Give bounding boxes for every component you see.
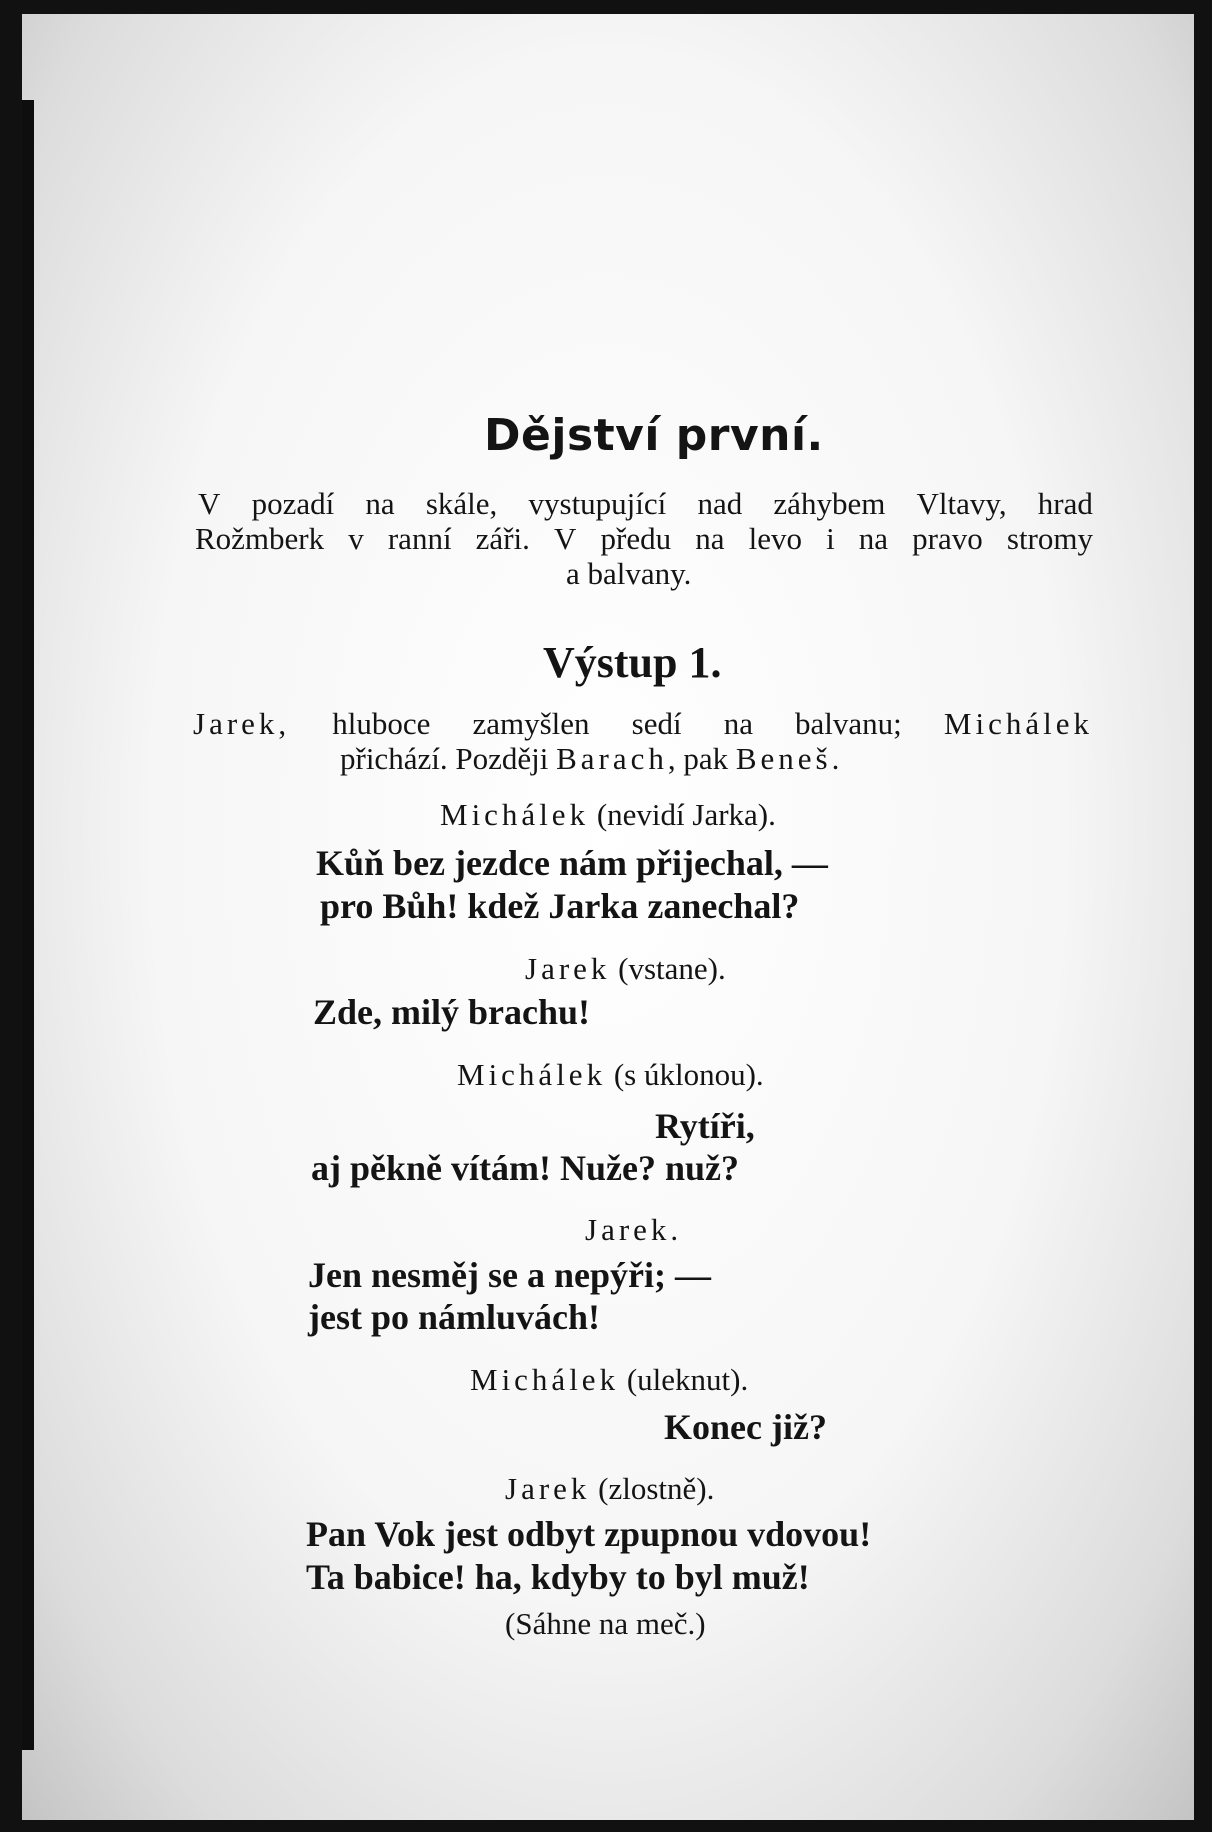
word: nad xyxy=(697,486,743,521)
word: v xyxy=(348,521,364,556)
speaker-name: Jarek xyxy=(505,1471,591,1506)
speaker-label xyxy=(585,1212,678,1248)
speaker-label xyxy=(440,797,776,833)
scene-direction-line-2 xyxy=(340,741,839,777)
verse-line: pro Bůh! kdež Jarka zanechal? xyxy=(320,886,800,926)
word: i xyxy=(826,521,835,556)
verse-line: Jen nesměj se a nepýři; — xyxy=(308,1255,711,1295)
character-name: Beneš xyxy=(735,741,832,776)
direction-text: , pak xyxy=(667,741,736,776)
word: V xyxy=(198,486,221,521)
verse-line: Rytíři, xyxy=(655,1106,755,1146)
direction-text: . xyxy=(831,741,840,776)
character-name: Michálek xyxy=(943,706,1093,741)
word: na xyxy=(723,706,753,741)
verse-line: jest po námluvách! xyxy=(308,1297,601,1337)
speaker-name: Jarek xyxy=(525,951,611,986)
direction-text: přichází. Později xyxy=(340,741,557,776)
act-title: Dějství první. xyxy=(484,410,824,461)
scene-title: Výstup 1. xyxy=(543,638,722,687)
word: na xyxy=(858,521,889,556)
verse-line: Ta babice! ha, kdyby to byl muž! xyxy=(306,1557,810,1597)
speaker-label xyxy=(457,1057,764,1093)
verse-line: Zde, milý brachu! xyxy=(313,992,591,1032)
word: záři. xyxy=(475,521,530,556)
speaker-name: Michálek xyxy=(457,1057,607,1092)
stage-direction: (Sáhne na meč.) xyxy=(505,1606,706,1641)
word: zamyšlen xyxy=(472,706,590,741)
speaker-name: Michálek xyxy=(440,797,590,832)
word: hrad xyxy=(1037,486,1093,521)
word: záhybem xyxy=(773,486,886,521)
speaker-note: (nevidí Jarka). xyxy=(589,797,776,832)
word: na xyxy=(365,486,395,521)
word: vystupující xyxy=(528,486,667,521)
word: balvanu; xyxy=(795,706,902,741)
verse-line: Kůň bez jezdce nám přijechal, — xyxy=(316,843,828,883)
word: hluboce xyxy=(332,706,431,741)
intro-direction-line-2 xyxy=(195,521,1093,557)
intro-direction-line-3: a balvany. xyxy=(566,556,692,591)
word: stromy xyxy=(1006,521,1093,556)
verse-line: Konec již? xyxy=(664,1407,827,1447)
word: na xyxy=(695,521,725,556)
verse-line: Pan Vok jest odbyt zpupnou vdovou! xyxy=(306,1514,872,1554)
word: pozadí xyxy=(251,486,335,521)
word: ranní xyxy=(387,521,452,556)
speaker-label xyxy=(525,951,726,987)
word: Vltavy, xyxy=(916,486,1007,521)
word: sedí xyxy=(631,706,682,741)
speaker-note: (zlostně). xyxy=(590,1471,715,1506)
word: skále, xyxy=(425,486,498,521)
word: předu xyxy=(600,521,672,556)
speaker-name: Jarek xyxy=(585,1212,671,1247)
speaker-note: . xyxy=(670,1212,679,1247)
speaker-name: Michálek xyxy=(470,1362,620,1397)
word: Rožmberk xyxy=(195,521,325,556)
word: V xyxy=(554,521,577,556)
speaker-note: (s úklonou). xyxy=(606,1057,764,1092)
verse-line: aj pěkně vítám! Nuže? nuž? xyxy=(311,1148,739,1188)
character-name: Barach xyxy=(556,741,668,776)
word: levo xyxy=(748,521,802,556)
speaker-note: (uleknut). xyxy=(619,1362,749,1397)
speaker-note: (vstane). xyxy=(610,951,726,986)
scene-direction-line-1 xyxy=(193,706,1093,742)
character-name: Jarek, xyxy=(193,706,291,741)
speaker-label xyxy=(470,1362,748,1398)
word: pravo xyxy=(912,521,983,556)
speaker-label xyxy=(505,1471,714,1507)
intro-direction-line-1 xyxy=(198,486,1093,522)
